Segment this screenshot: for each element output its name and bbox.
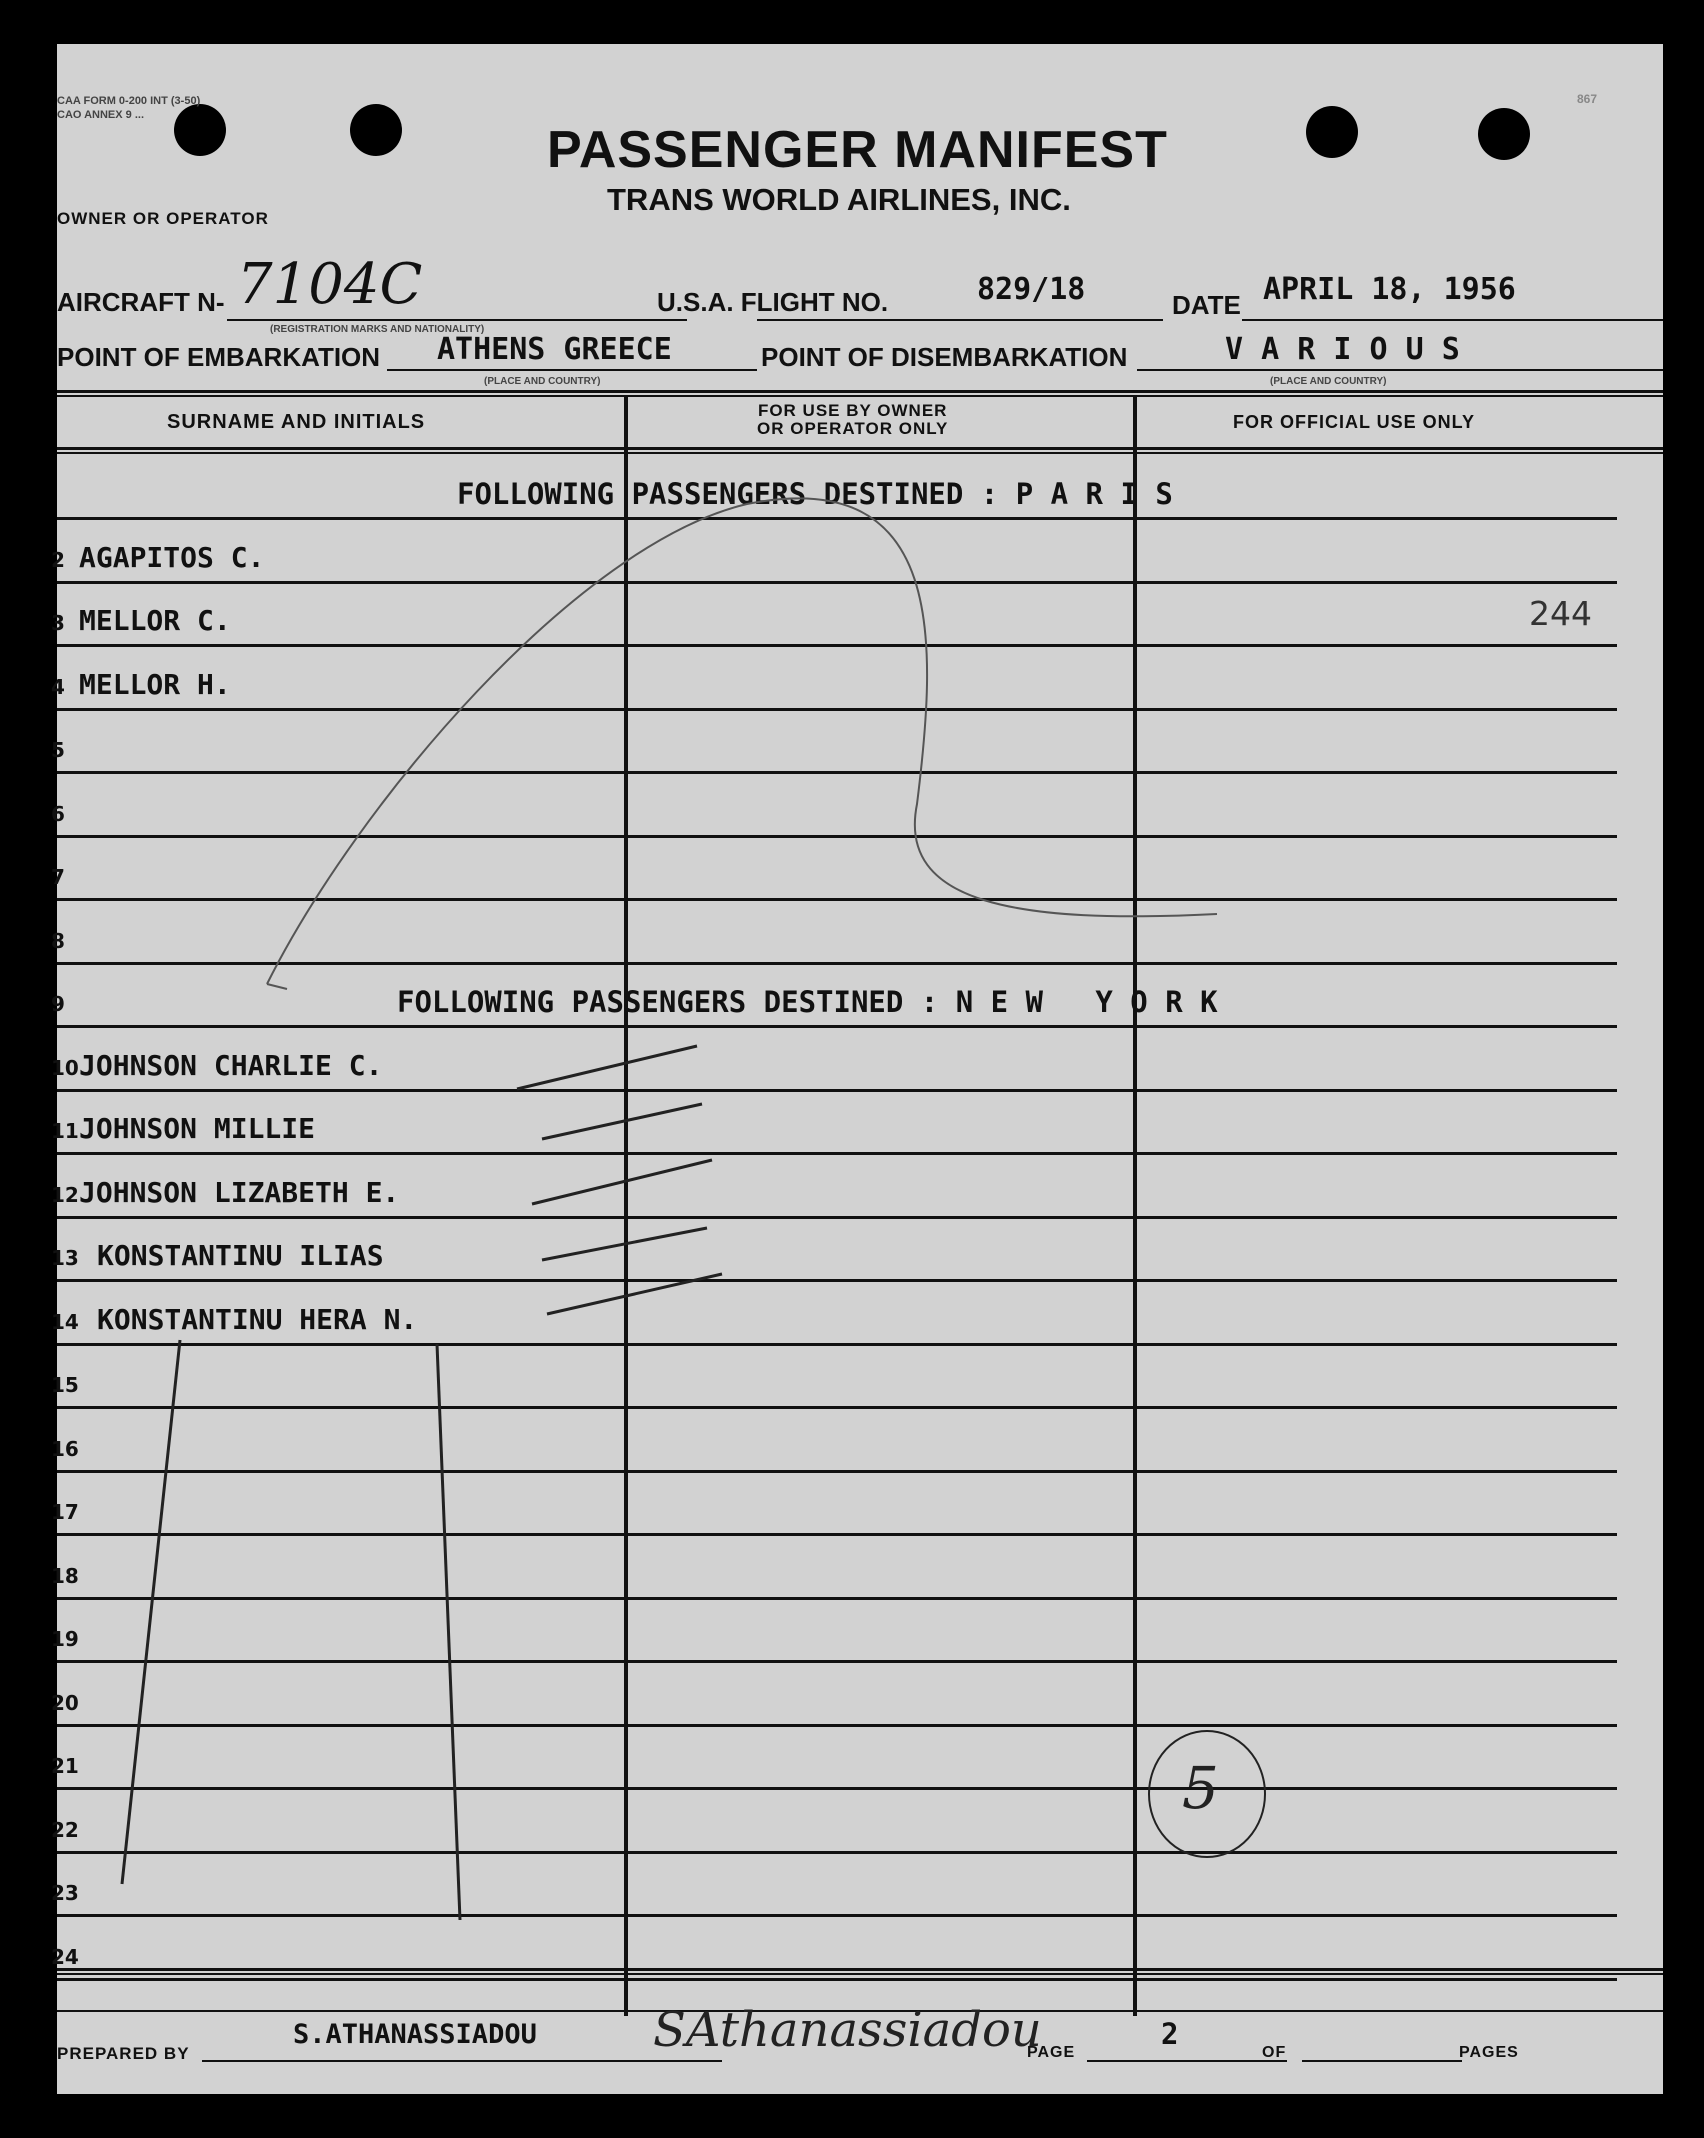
row-number: 10 [51, 1055, 79, 1080]
pencil-marks [57, 44, 1663, 2094]
row-number: 18 [51, 1563, 79, 1588]
circle-mark [1149, 1731, 1265, 1857]
row-number: 17 [51, 1500, 79, 1524]
official-note: 244 [1529, 594, 1592, 633]
aircraft-hint: (REGISTRATION MARKS AND NATIONALITY) [270, 324, 485, 335]
row-number: 23 [51, 1881, 79, 1905]
row-number: 6 [51, 801, 65, 826]
pencil-tail [267, 984, 287, 989]
bracket-line [122, 1340, 180, 1884]
of-label: OF [1262, 2044, 1287, 2061]
row-number: 16 [51, 1436, 79, 1461]
row-number: 9 [51, 992, 65, 1016]
row-number: 7 [51, 865, 65, 889]
tick-mark [517, 1046, 697, 1089]
page-label: PAGE [1027, 2044, 1076, 2061]
row-number: 8 [51, 928, 65, 953]
disembark-value: V A R I O U S [1225, 332, 1460, 367]
embark-value: ATHENS GREECE [437, 332, 672, 367]
form-id: CAA FORM 0-200 INT (3-50) CAO ANNEX 9 ... [57, 95, 201, 121]
tick-mark [532, 1160, 712, 1204]
flight-label: U.S.A. FLIGHT NO. [657, 287, 889, 317]
row-number: 15 [51, 1373, 79, 1397]
bracket-line [437, 1344, 460, 1920]
prepared-by-value: S.ATHANASSIADOU [293, 2019, 537, 2050]
tick-mark [547, 1274, 722, 1314]
row-number: 12 [51, 1182, 79, 1207]
passenger-name: AGAPITOS C. [79, 540, 265, 574]
row-number: 14 [51, 1309, 79, 1334]
disembark-hint: (PLACE AND COUNTRY) [1270, 376, 1387, 387]
passenger-name: KONSTANTINU HERA N. [97, 1302, 418, 1336]
pages-label: PAGES [1459, 2044, 1519, 2061]
signature: SAthanassiadou [653, 2002, 1042, 2058]
date-value: APRIL 18, 1956 [1263, 272, 1516, 307]
prepared-by-label: PREPARED BY [57, 2044, 190, 2063]
manifest-title: PASSENGER MANIFEST [547, 121, 1168, 179]
passenger-name: JOHNSON LIZABETH E. [79, 1175, 400, 1209]
row-number: 4 [51, 674, 65, 699]
airline-name: TRANS WORLD AIRLINES, INC. [607, 182, 1071, 217]
passenger-name: JOHNSON CHARLIE C. [79, 1048, 383, 1082]
passenger-name: JOHNSON MILLIE [79, 1112, 316, 1145]
date-label: DATE [1172, 290, 1241, 320]
pencil-loop [267, 498, 1217, 984]
col-header-surname: SURNAME AND INITIALS [167, 411, 426, 433]
row-number: 5 [51, 738, 65, 762]
aircraft-value: 7104C [237, 252, 423, 317]
destination-heading: FOLLOWING PASSENGERS DESTINED : P A R I S [457, 477, 1173, 511]
row-number: 2 [51, 547, 65, 572]
circled-mark: 5 [1182, 1754, 1219, 1822]
row-number: 22 [51, 1817, 79, 1842]
tick-mark [542, 1228, 707, 1260]
passenger-name: KONSTANTINU ILIAS [97, 1239, 384, 1272]
col-header-owner-use: FOR USE BY OWNER OR OPERATOR ONLY [757, 401, 949, 438]
tick-mark [542, 1104, 702, 1139]
row-number: 13 [51, 1246, 79, 1270]
row-number: 24 [51, 1944, 79, 1969]
embark-label: POINT OF EMBARKATION [57, 342, 381, 372]
page-number: 2 [1161, 2017, 1179, 2051]
row-number: 21 [51, 1754, 79, 1778]
destination-heading: FOLLOWING PASSENGERS DESTINED : N E W Y O R K [397, 985, 1218, 1019]
corner-mark: 867 [1577, 92, 1598, 106]
row-number: 3 [51, 611, 65, 635]
passenger-name: MELLOR H. [79, 667, 231, 701]
owner-label: OWNER OR OPERATOR [57, 209, 269, 228]
passenger-name: MELLOR C. [79, 604, 231, 637]
aircraft-label: AIRCRAFT N- [57, 287, 225, 317]
embark-hint: (PLACE AND COUNTRY) [484, 376, 601, 387]
flight-number: 829/18 [977, 272, 1086, 307]
row-number: 20 [51, 1690, 79, 1715]
row-number: 11 [51, 1119, 79, 1143]
manifest-sheet [51, 44, 1663, 2094]
disembark-label: POINT OF DISEMBARKATION [761, 342, 1128, 372]
col-header-official: FOR OFFICIAL USE ONLY [1233, 412, 1476, 432]
row-number: 19 [51, 1627, 79, 1651]
